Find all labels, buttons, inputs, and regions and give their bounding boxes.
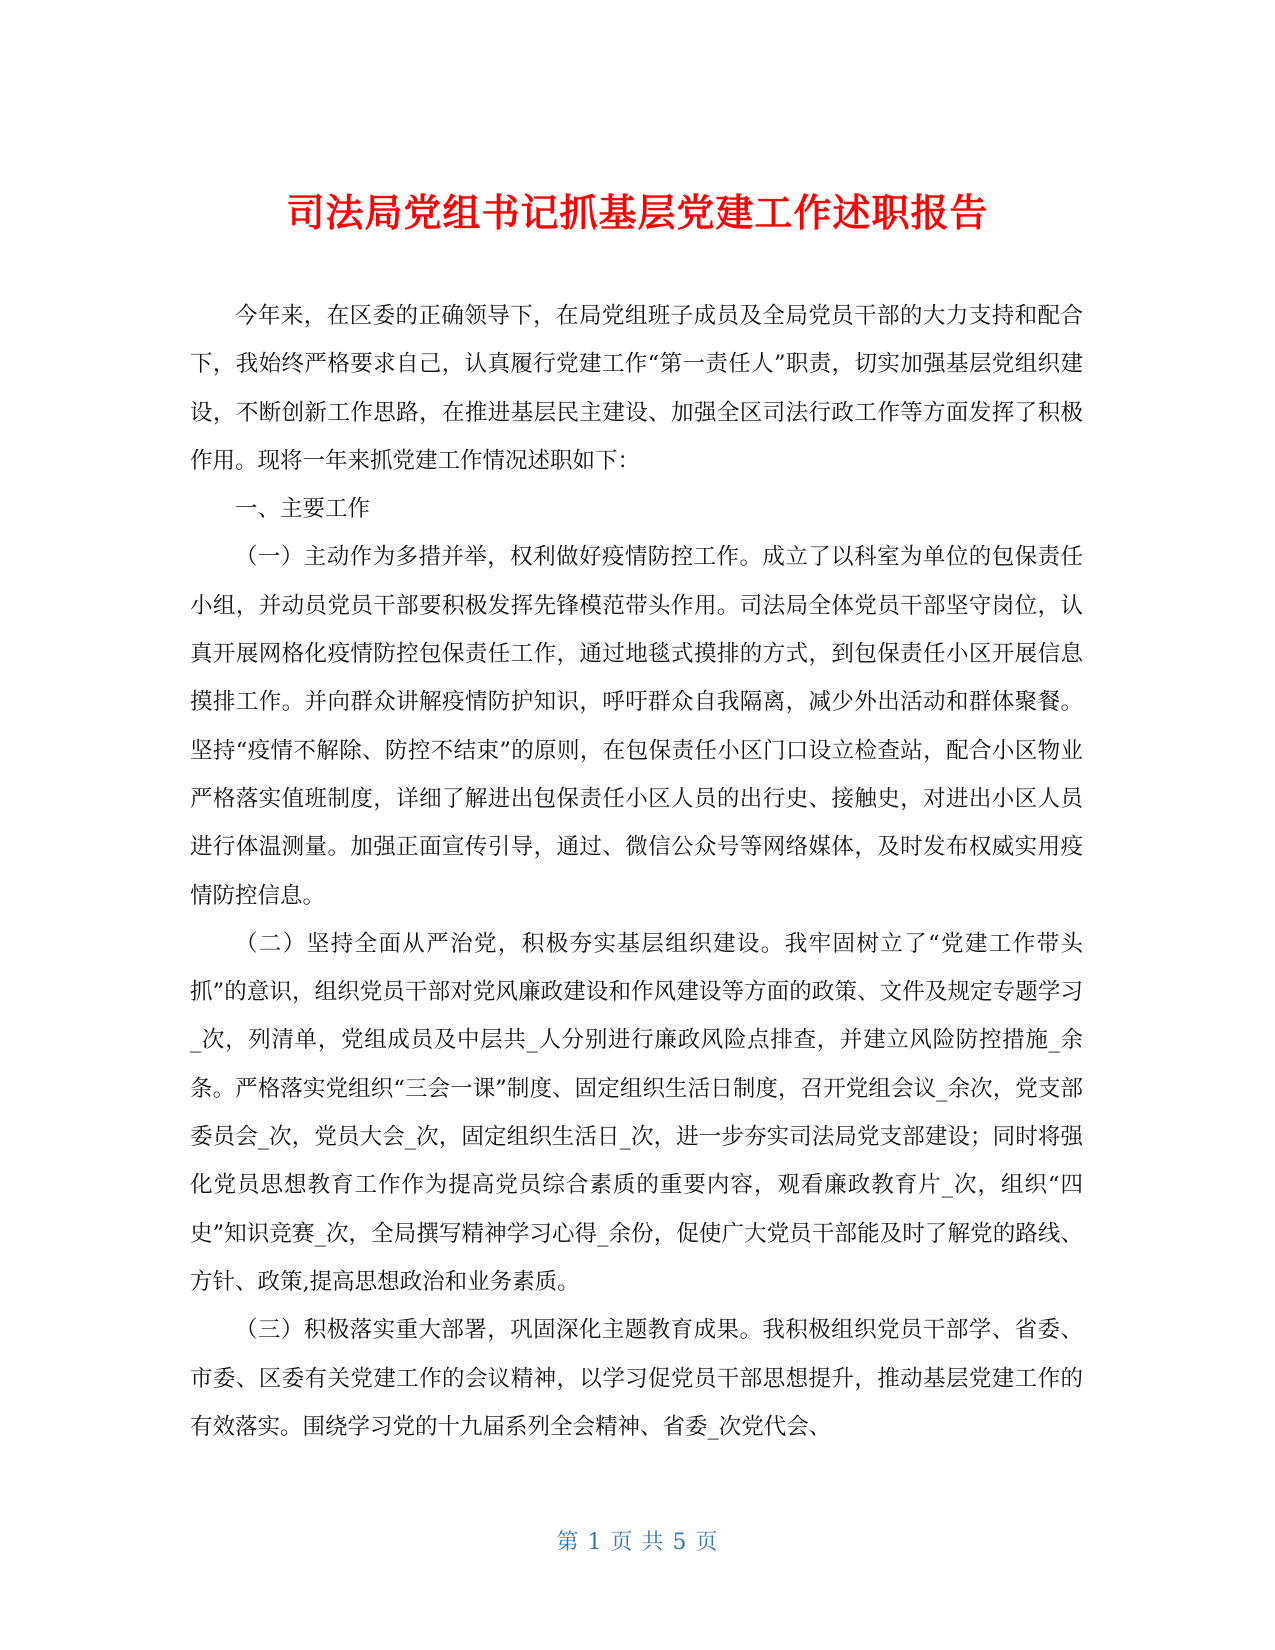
page-number-footer: 第 1 页 共 5 页: [556, 1530, 719, 1555]
document-title: 司法局党组书记抓基层党建工作述职报告: [286, 191, 989, 236]
paragraph-intro: 今年来，在区委的正确领导下，在局党组班子成员及全局党员干部的大力支持和配合下，我始终严格要求自己，认真履行党建工作“第一责任人”职责，切实加强基层党组织建设，不断创新工作思路，在推进基层民主建设、加强全区司法行政工作等方面发挥了积极作用。现将一年来抓党建工作情况述职如下：: [190, 303, 1083, 474]
document-body: [190, 292, 1083, 1451]
paragraph-epidemic-prevention: （一）主动作为多措并举，权利做好疫情防控工作。成立了以科室为单位的包保责任小组，并动员党员干部要积极发挥先锋模范带头作用。司法局全体党员干部坚守岗位，认真开展网格化疫情防控包保责任工作，通过地毯式摸排的方式，到包保责任小区开展信息摸排工作。并向群众讲解疫情防护知识，呼吁群众自我隔离，减少外出活动和群体聚餐。坚持“疫情不解除、防控不结束”的原则，在包保责任小区门口设立检查站，配合小区物业严格落实值班制度，详细了解进出包保责任小区人员的出行史、接触史，对进出小区人员进行体温测量。加强正面宣传引导，通过、微信公众号等网络媒体，及时发布权威实用疫情防控信息。: [190, 544, 1083, 909]
paragraph-theme-education: （三）积极落实重大部署，巩固深化主题教育成果。我积极组织党员干部学、省委、市委、区委有关党建工作的会议精神，以学习促党员干部思想提升，推动基层党建工作的有效落实。围绕学习党的十九届系列全会精神、省委_次党代会、: [190, 1317, 1083, 1440]
paragraph-party-organization: （二）坚持全面从严治党，积极夯实基层组织建设。我牢固树立了“党建工作带头抓”的意识，组织党员干部对党风廉政建设和作风建设等方面的政策、文件及规定专题学习_次，列清单，党组成员及中层共_人分别进行廉政风险点排查，并建立风险防控措施_余条。严格落实党组织“三会一课”制度、固定组织生活日制度，召开党组会议_余次，党支部委员会_次，党员大会_次，固定组织生活日_次，进一步夯实司法局党支部建设；同时将强化党员思想教育工作作为提高党员综合素质的重要内容，观看廉政教育片_次，组织“四史”知识竞赛_次，全局撰写精神学习心得_余份，促使广大党员干部能及时了解党的路线、方针、政策,提高思想政治和业务素质。: [190, 930, 1083, 1295]
section-heading-main-work: 一、主要工作: [235, 496, 371, 523]
